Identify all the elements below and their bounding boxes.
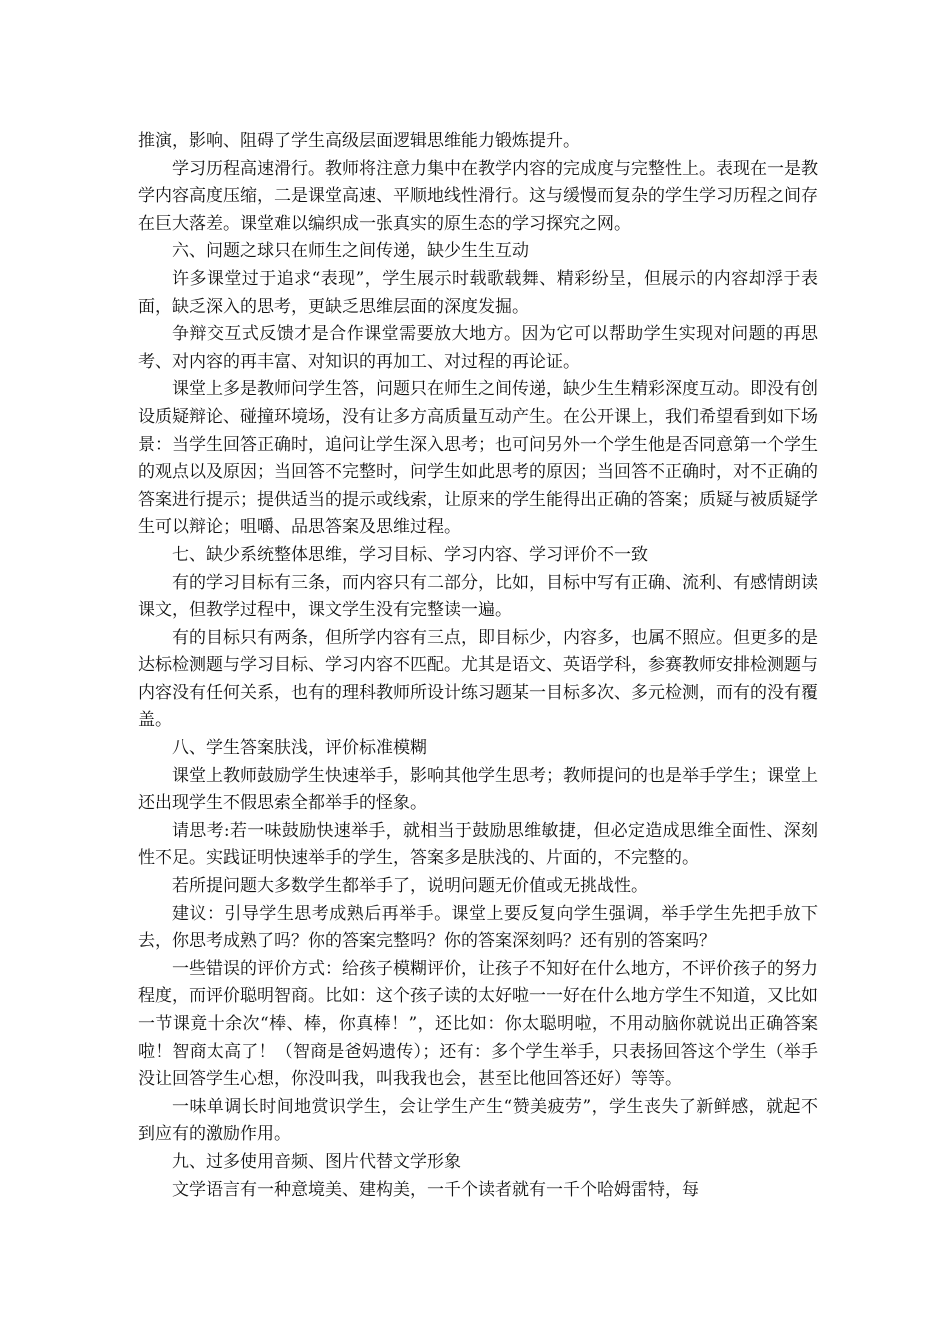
document-page xyxy=(138,128,818,1204)
paragraph: 一味单调长时间地赏识学生，会让学生产生“赞美疲劳”，学生丧失了新鲜感，就起不到应有的激励作用。 xyxy=(138,1096,818,1145)
section-heading-7: 七、缺少系统整体思维，学习目标、学习内容、学习评价不一致 xyxy=(172,544,648,565)
section-heading-8: 八、学生答案肤浅，评价标准模糊 xyxy=(172,738,427,759)
paragraph: 建议：引导学生思考成熟后再举手。课堂上要反复向学生强调，举手学生先把手放下去，你思考成熟了吗？你的答案完整吗？你的答案深刻吗？还有别的答案吗？ xyxy=(138,903,818,952)
paragraph-continuation: 推演，影响、阻碍了学生高级层面逻辑思维能力锻炼提升。 xyxy=(138,131,580,151)
paragraph: 许多课堂过于追求“表现”，学生展示时载歌载舞、精彩纷呈，但展示的内容却浮于表面，缺乏深入的思考，更缺乏思维层面的深度发掘。 xyxy=(138,268,818,317)
paragraph: 课堂上教师鼓励学生快速举手，影响其他学生思考；教师提问的也是举手学生；课堂上还出现学生不假思索全都举手的怪象。 xyxy=(138,765,818,814)
paragraph: 有的目标只有两条，但所学内容有三点，即目标少，内容多，也属不照应。但更多的是达标检测题与学习目标、学习内容不匹配。尤其是语文、英语学科，参赛教师安排检测题与内容没有任何关系，也有的理科教师所设计练习题某一目标多次、多元检测，而有的没有覆盖。 xyxy=(138,627,818,731)
section-heading-6: 六、问题之球只在师生之间传递，缺少生生互动 xyxy=(172,241,529,262)
paragraph: 争辩交互式反馈才是合作课堂需要放大地方。因为它可以帮助学生实现对问题的再思考、对内容的再丰富、对知识的再加工、对过程的再论证。 xyxy=(138,324,818,372)
paragraph: 请思考:若一味鼓励快速举手，就相当于鼓励思维敏捷，但必定造成思维全面性、深刻性不足。实践证明快速举手的学生，答案多是肤浅的、片面的，不完整的。 xyxy=(138,820,818,869)
section-heading-9: 九、过多使用音频、图片代替文学形象 xyxy=(172,1151,461,1172)
paragraph: 若所提问题大多数学生都举手了，说明问题无价值或无挑战性。 xyxy=(172,876,648,897)
paragraph: 一些错误的评价方式：给孩子模糊评价，让孩子不知好在什么地方，不评价孩子的努力程度，而评价聪明智商。比如：这个孩子读的太好啦一一好在什么地方学生不知道，又比如一节课竟十余次“棒、棒，你真棒！”，还比如：你太聪明啦，不用动脑你就说出正确答案啦！智商太高了！（智商是爸妈遗传）；还有：多个学生举手，只表扬回答这个学生（举手没让回答学生心想，你没叫我，叫我我也会，甚至比他回答还好）等等。 xyxy=(138,958,818,1090)
paragraph: 课堂上多是教师问学生答，问题只在师生之间传递，缺少生生精彩深度互动。即没有创设质疑辩论、碰撞环境场，没有让多方高质量互动产生。在公开课上，我们希望看到如下场景：当学生回答正确时，追问让学生深入思考；也可问另外一个学生他是否同意第一个学生的观点以及原因；当回答不完整时，问学生如此思考的原因；当回答不正确时，对不正确的答案进行提示；提供适当的提示或线索，让原来的学生能得出正确的答案；质疑与被质疑学生可以辩论；咀嚼、品思答案及思维过程。 xyxy=(138,379,818,538)
paragraph: 文学语言有一种意境美、建构美，一千个读者就有一千个哈姆雷特，每 xyxy=(172,1179,699,1200)
paragraph: 有的学习目标有三条，而内容只有二部分，比如，目标中写有正确、流利、有感情朗读课文，但教学过程中，课文学生没有完整读一遍。 xyxy=(138,572,818,621)
paragraph-learning-process: 学习历程高速滑行。教师将注意力集中在教学内容的完成度与完整性上。表现在一是教学内容高度压缩，二是课堂高速、平顺地线性滑行。这与缓慢而复杂的学生学习历程之间存在巨大落差。课堂难以编织成一张真实的原生态的学习探究之网。 xyxy=(138,158,818,234)
